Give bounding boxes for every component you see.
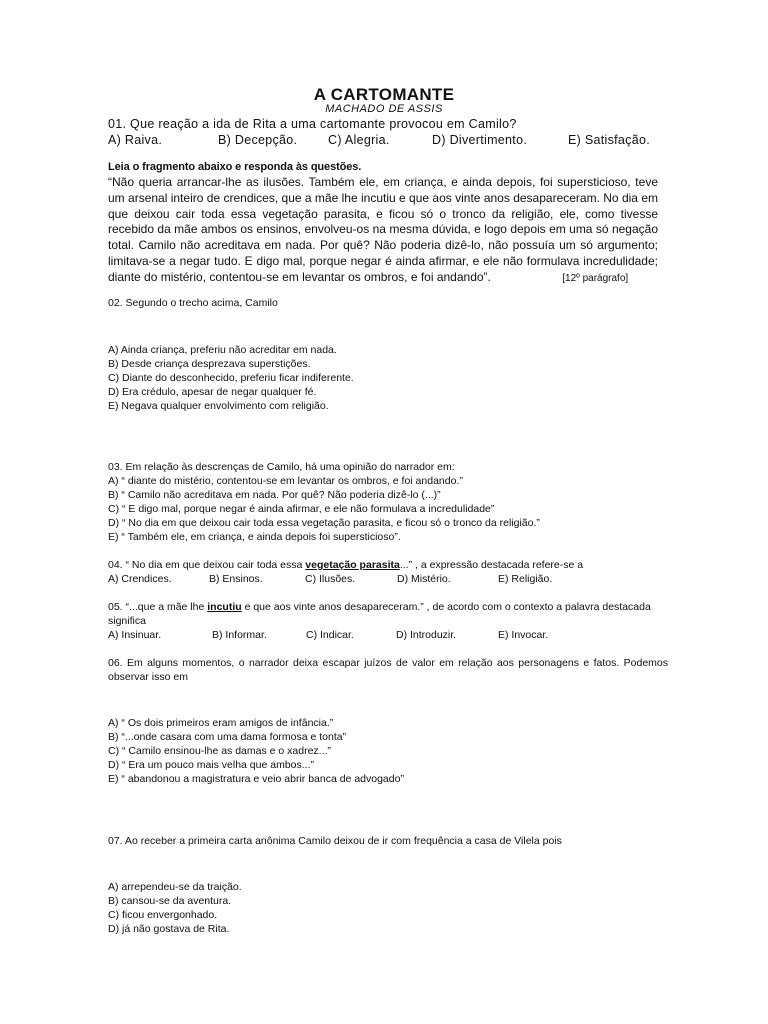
question-2-option-a: A) Ainda criança, preferiu não acreditar em nada.	[108, 344, 337, 356]
question-7-option-a: A) arrependeu-se da traição.	[108, 881, 242, 893]
question-4-options	[108, 572, 668, 586]
question-4-option-d: D) Mistério.	[397, 573, 451, 585]
question-2	[108, 296, 668, 310]
question-6-option-a: A) “ Os dois primeiros eram amigos de infância.”	[108, 717, 334, 729]
question-6-option-b: B) “...onde casara com uma dama formosa e tonta”	[108, 731, 347, 743]
question-2-option-e: E) Negava qualquer envolvimento com religião.	[108, 400, 329, 412]
question-4-highlight: vegetação parasita	[305, 559, 400, 571]
question-5-prompt	[108, 600, 668, 628]
question-7-options	[108, 880, 668, 936]
question-4-option-b: B) Ensinos.	[209, 573, 263, 585]
question-3-prompt: 03. Em relação às descrenças de Camilo, há uma opinião do narrador em:	[108, 461, 455, 473]
question-5-option-d: D) Introduzir.	[396, 629, 457, 641]
question-5-option-a: A) Insinuar.	[108, 629, 162, 641]
question-1-option-e: E) Satisfação.	[568, 133, 651, 147]
question-5-prompt-end: e que aos vinte anos desapareceram.” , de acordo com o contexto a palavra destacada significa	[108, 601, 651, 627]
reading-instruction: Leia o fragmento abaixo e responda às questões.	[108, 161, 362, 173]
question-1-option-b: B) Decepção.	[218, 133, 298, 147]
question-1-option-c: C) Alegria.	[328, 133, 390, 147]
question-6-option-d: D) “ Era um pouco mais velha que ambos...”	[108, 759, 315, 771]
question-7-option-d: D) já não gostava de Rita.	[108, 923, 230, 935]
document-title: A CARTOMANTE	[313, 85, 455, 104]
question-6-option-e: E) “ abandonou a magistratura e veio abrir banca de advogado”	[108, 773, 404, 785]
document-author: MACHADO DE ASSIS	[325, 103, 443, 115]
question-5-option-c: C) Indicar.	[306, 629, 354, 641]
question-1-option-d: D) Divertimento.	[432, 133, 528, 147]
question-4-prompt-start: 04. “ No dia em que deixou cair toda essa	[108, 559, 306, 571]
text-fragment	[108, 175, 658, 287]
question-6	[108, 656, 668, 684]
question-7	[108, 834, 668, 848]
question-5	[108, 600, 668, 642]
question-5-option-e: E) Invocar.	[498, 629, 549, 641]
question-6-options	[108, 716, 668, 786]
question-2-option-b: B) Desde criança desprezava superstições.	[108, 358, 311, 370]
question-4-option-e: E) Religião.	[498, 573, 553, 585]
question-2-options	[108, 343, 668, 413]
question-2-option-d: D) Era crédulo, apesar de negar qualquer fé.	[108, 386, 317, 398]
question-3-option-c: C) “ E digo mal, porque negar é ainda afirmar, e ele não formulava a incredulidade”	[108, 503, 495, 515]
question-1-option-a: A) Raiva.	[108, 133, 163, 147]
question-6-prompt: 06. Em alguns momentos, o narrador deixa escapar juízos de valor em relação aos personagens e fatos. Podemos observar isso em	[108, 657, 668, 683]
question-5-highlight: incutiu	[207, 601, 242, 613]
question-1-prompt: 01. Que reação a ida de Rita a uma cartomante provocou em Camilo?	[108, 117, 517, 131]
question-3-option-e: E) “ Também ele, em criança, e ainda depois foi supersticioso”.	[108, 531, 401, 543]
question-7-option-c: C) ficou envergonhado.	[108, 909, 218, 921]
text-fragment-reference: [12º parágrafo]	[562, 272, 629, 284]
question-5-option-b: B) Informar.	[212, 629, 267, 641]
question-7-option-b: B) cansou-se da aventura.	[108, 895, 232, 907]
text-fragment-body: “Não queria arrancar-lhe as ilusões. Também ele, em criança, e ainda depois, foi supersticioso, teve um arsenal inteiro de crendices, que a mãe lhe incutiu e que aos vinte anos desapareceram. No dia em que deixou cair toda essa vegetação parasita, e ficou só o tronco da religião, ele, como tivesse recebido da mãe ambos os ensinos, envolveu-os na mesma dúvida, e logo depois em uma só negação total. Camilo não acreditava em nada. Por quê? Não poderia dizê-lo, não possuía um só argumento; limitava-se a negar tudo. E digo mal, porque negar é ainda afirmar, e ele não formulava incredulidade; diante do mistério, contentou-se em levantar os ombros, e foi andando”.	[108, 175, 658, 284]
question-5-prompt-start: 05. “...que a mãe lhe	[108, 601, 208, 613]
question-2-prompt: 02. Segundo o trecho acima, Camilo	[108, 297, 278, 309]
question-5-options	[108, 628, 668, 642]
question-3-option-a: A) “ diante do mistério, contentou-se em levantar os ombros, e foi andando.”	[108, 475, 463, 487]
question-3-option-d: D) “ No dia em que deixou cair toda essa vegetação parasita, e ficou só o tronco da religião.”	[108, 517, 540, 529]
question-4	[108, 558, 668, 586]
question-2-option-c: C) Diante do desconhecido, preferiu ficar indiferente.	[108, 372, 354, 384]
question-4-option-a: A) Crendices.	[108, 573, 172, 585]
question-7-prompt: 07. Ao receber a primeira carta anônima Camilo deixou de ir com frequência a casa de Vilela pois	[108, 835, 562, 847]
question-4-option-c: C) Ilusões.	[305, 573, 356, 585]
question-3-option-b: B) “ Camilo não acreditava em nada. Por quê? Não poderia dizê-lo (...)”	[108, 489, 441, 501]
question-3	[108, 460, 668, 544]
question-4-prompt-end: ...” , a expressão destacada refere-se a	[399, 559, 584, 571]
question-4-prompt	[108, 558, 668, 572]
question-6-option-c: C) “ Camilo ensinou-lhe as damas e o xadrez...”	[108, 745, 331, 757]
question-1-options	[0, 133, 768, 149]
